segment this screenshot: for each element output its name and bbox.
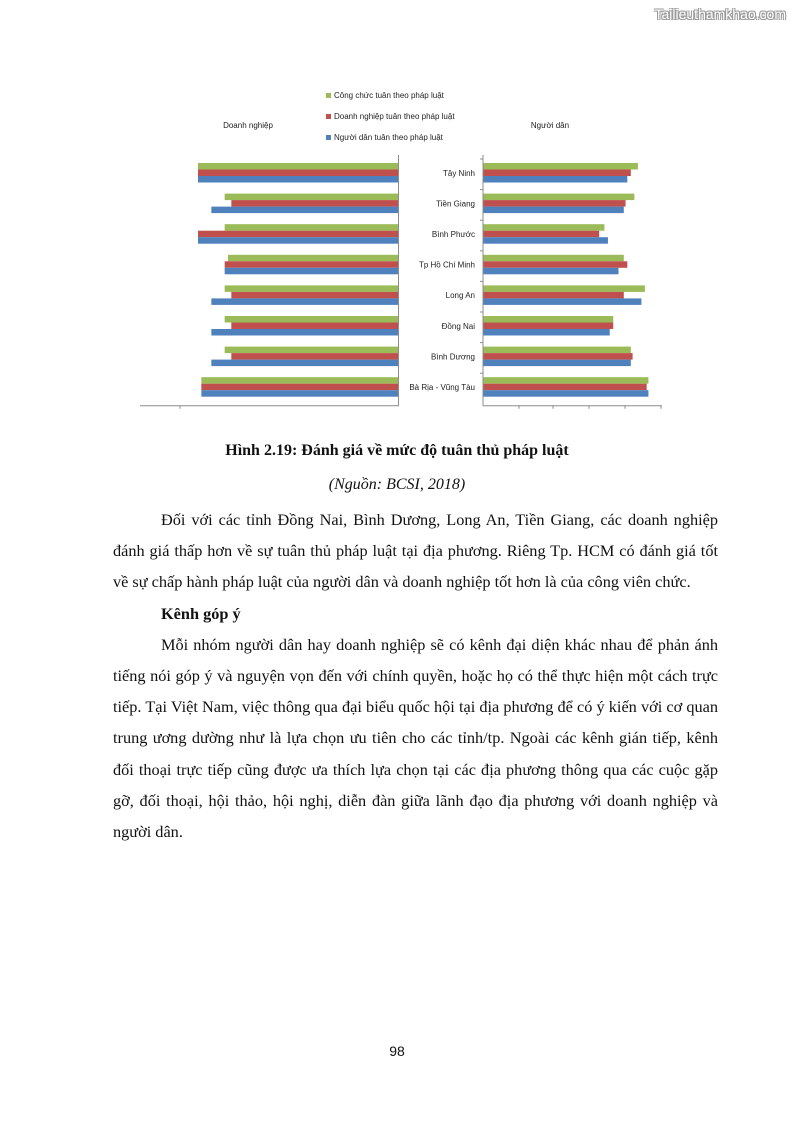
right-bar bbox=[483, 237, 608, 244]
left-bar bbox=[198, 163, 398, 170]
right-bar bbox=[483, 316, 613, 323]
right-bar bbox=[483, 268, 619, 275]
right-bar bbox=[483, 285, 645, 292]
paragraph-2: Mỗi nhóm người dân hay doanh nghiệp sẽ có kênh đại diện khác nhau để phản ánh tiếng nói góp ý và nguyện vọn đến với chính quyền, hoặc họ có thể thực hiện một cách trực tiếp. Tại Việt Nam, việc thông qua đại biểu quốc hội tại địa phương để có ý kiến với cơ quan trung ương dường như là lựa chọn ưu tiên cho các tỉnh/tp. Ngoài các kênh gián tiếp, kênh đối thoại trực tiếp cũng được ưa thích lựa chọn tại các địa phương thông qua các cuộc gặp gỡ, đối thoại, hội thảo, hội nghị, diễn đàn giữa lãnh đạo địa phương với doanh nghiệp và người dân. bbox=[113, 634, 718, 842]
left-bar bbox=[198, 170, 398, 177]
right-bar bbox=[483, 207, 624, 214]
right-bar bbox=[483, 360, 631, 367]
right-bar bbox=[483, 298, 641, 305]
left-bar bbox=[225, 347, 398, 354]
section-heading: Kênh góp ý bbox=[161, 603, 241, 623]
left-bar bbox=[198, 237, 398, 244]
left-bar bbox=[225, 261, 398, 268]
right-bar bbox=[483, 390, 648, 397]
left-bar bbox=[231, 200, 398, 207]
chart-axes bbox=[140, 155, 662, 409]
left-bar bbox=[201, 377, 398, 384]
left-bar bbox=[201, 390, 398, 397]
right-bar bbox=[483, 200, 626, 207]
right-bar bbox=[483, 353, 633, 360]
compliance-bar-chart bbox=[0, 0, 794, 430]
chart-legend bbox=[326, 91, 455, 142]
left-bar bbox=[198, 231, 398, 238]
category-label: Tiền Giang bbox=[436, 199, 475, 209]
right-bar bbox=[483, 255, 624, 261]
figure-source: (Nguồn: BCSI, 2018) bbox=[328, 476, 466, 493]
figure-title: Hình 2.19: Đánh giá về mức độ tuân thủ pháp luật bbox=[225, 442, 569, 459]
right-bar bbox=[483, 176, 627, 183]
left-bar bbox=[211, 207, 398, 214]
left-bar bbox=[211, 298, 398, 305]
right-bar bbox=[483, 224, 604, 231]
right-bar bbox=[483, 170, 631, 177]
right-bar bbox=[483, 194, 634, 201]
right-bar bbox=[483, 292, 624, 299]
category-label: Tây Ninh bbox=[442, 168, 475, 178]
legend-swatch bbox=[326, 93, 331, 98]
legend-label: Doanh nghiệp tuân theo pháp luật bbox=[334, 112, 455, 121]
left-bar bbox=[225, 268, 398, 275]
left-bar bbox=[228, 255, 398, 261]
right-bar bbox=[483, 384, 647, 391]
watermark: Tailieuthamkhao.com bbox=[654, 6, 786, 22]
right-panel-bars bbox=[483, 163, 648, 397]
right-bar bbox=[483, 163, 638, 170]
left-bar bbox=[231, 323, 398, 330]
legend-swatch bbox=[326, 114, 331, 119]
legend-swatch bbox=[326, 135, 331, 140]
paragraph-1: Đối với các tỉnh Đồng Nai, Bình Dương, Long An, Tiền Giang, các doanh nghiệp đánh giá thấp hơn về sự tuân thủ pháp luật tại địa phương. Riêng Tp. HCM có đánh giá tốt về sự chấp hành pháp luật của người dân và doanh nghiệp tốt hơn là của công viên chức. bbox=[113, 510, 718, 592]
left-bar bbox=[225, 285, 398, 292]
right-bar bbox=[483, 261, 627, 268]
left-bar bbox=[198, 176, 398, 183]
legend-label: Người dân tuân theo pháp luật bbox=[334, 133, 443, 142]
legend-label: Công chức tuân theo pháp luật bbox=[334, 91, 444, 100]
left-panel-title: Doanh nghiệp bbox=[223, 121, 273, 130]
category-label: Bình Dương bbox=[431, 352, 475, 362]
left-bar bbox=[211, 329, 398, 336]
left-bar bbox=[201, 384, 398, 391]
right-panel-title: Người dân bbox=[530, 121, 570, 130]
right-bar bbox=[483, 323, 613, 330]
category-label: Tp Hồ Chí Minh bbox=[418, 260, 475, 270]
left-bar bbox=[225, 316, 398, 323]
left-bar bbox=[231, 353, 398, 360]
category-label: Long An bbox=[445, 291, 475, 301]
right-bar bbox=[483, 329, 610, 336]
left-bar bbox=[225, 224, 398, 231]
body-text bbox=[113, 504, 718, 847]
category-label: Bà Rịa - Vũng Tàu bbox=[409, 382, 475, 392]
left-bar bbox=[231, 292, 398, 299]
left-panel-bars bbox=[198, 163, 398, 397]
page-number: 98 bbox=[389, 1043, 405, 1059]
left-bar bbox=[211, 360, 398, 367]
left-bar bbox=[225, 194, 398, 201]
category-labels bbox=[409, 169, 475, 392]
right-bar bbox=[483, 347, 631, 354]
category-label: Đồng Nai bbox=[441, 321, 475, 331]
right-bar bbox=[483, 377, 648, 384]
right-bar bbox=[483, 231, 599, 238]
category-label: Bình Phước bbox=[431, 229, 475, 239]
